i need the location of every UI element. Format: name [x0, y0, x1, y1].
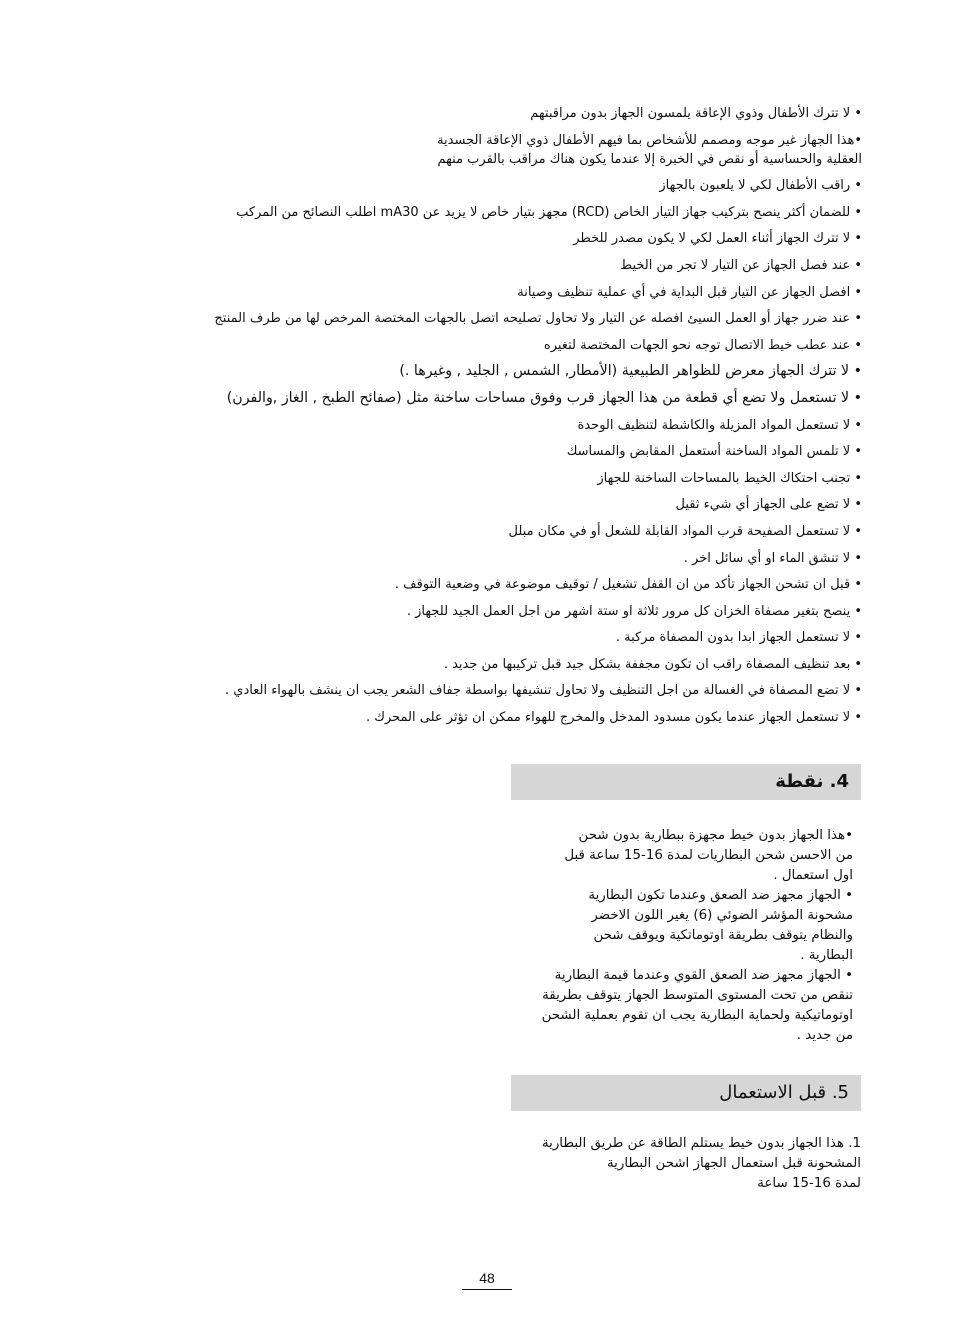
warning-item: • ينصح بتغير مصفاة الخزان كل مرور ثلاثة او ستة اشهر من اجل العمل الجيد للجهاز .: [406, 603, 862, 619]
warning-item: • لا تستعمل الجهاز عندما يكون مسدود المدخل والمخرج للهواء ممكن ان تؤثر على المحرك .: [365, 710, 862, 726]
page-number-underline: [462, 1289, 512, 1290]
warning-item: • قبل ان تشحن الجهاز تأكد من ان القفل تشغيل / توقيف موضوعة في وضعية التوقف .: [394, 577, 862, 593]
section-4-line: البطارية .: [800, 948, 853, 963]
section-4-heading: [511, 764, 861, 800]
section-5-line: لمدة 16-15 ساعة: [757, 1176, 861, 1191]
warning-item-continued: العقلية والحساسية أو نقص في الخبرة إلا عندما يكون هناك مراقب بالقرب منهم: [437, 151, 862, 167]
section-4-line: من الاحسن شحن البطاريات لمدة 16-15 ساعة قبل: [564, 848, 853, 863]
section-4-line: • الجهاز مجهز ضد الصعق القوي وعندما قيمة البطارية: [554, 968, 853, 983]
section-4-line: اوتوماتيكية ولحماية البطارية يجب ان تقوم بعملية الشحن: [541, 1008, 853, 1023]
warning-item: • لا تترك الجهاز معرض للظواهر الطبيعية (الأمطار, الشمس , الجليد , وغيرها .): [399, 363, 862, 380]
section-4-body: [520, 826, 853, 1046]
warning-item: • راقب الأطفال لكي لا يلعبون بالجهاز: [659, 178, 862, 194]
warning-item: • لا تستعمل ولا تضع أي قطعة من هذا الجهاز قرب وفوق مساحات ساخنة مثل (صفائح الطبخ , الغاز ,والفرن): [226, 389, 862, 406]
section-5-title: 5. قبل الاستعمال: [719, 1082, 849, 1103]
section-5-heading: [511, 1075, 861, 1111]
warning-item: • لا تضع المصفاة في الغسالة من اجل التنظيف ولا تحاول تنشيفها بواسطة جفاف الشعر يجب ان ينشف بالهواء العادي .: [225, 683, 862, 699]
warning-item: • افصل الجهاز عن التيار قبل البداية في أي عملية تنظيف وصيانة: [517, 284, 862, 300]
section-4-line: •هذا الجهاز بدون خيط مجهزة ببطارية بدون شحن: [578, 828, 853, 843]
warning-item: • لا تضع على الجهاز أي شيء ثقيل: [675, 497, 862, 513]
section-4-line: تنقص من تحت المستوى المتوسط الجهاز يتوقف بطريقة: [542, 988, 853, 1003]
page-number: 48: [479, 1270, 495, 1286]
warning-item: • عند ضرر جهاز أو العمل السيئ افصله عن التيار ولا تحاول تصليحه اتصل بالجهات المختصة المرخص لها من طرف المنتج: [214, 311, 862, 327]
warning-item: • عند عطب خيط الاتصال توجه نحو الجهات المختصة لتغيره: [543, 337, 862, 353]
section-4-title: 4. نقطة: [775, 771, 849, 792]
safety-warnings-list: [120, 104, 862, 735]
section-4-line: من جديد .: [796, 1028, 853, 1043]
section-5-line: 1. هذا الجهاز بدون خيط يستلم الطاقة عن طريق البطارية: [541, 1136, 861, 1151]
warning-item: •هذا الجهاز غير موجه ومصمم للأشخاص بما فيهم الأطفال ذوي الإعاقة الجسدية: [437, 132, 862, 148]
warning-item: • عند فصل الجهاز عن التيار لا تجر من الخيط: [620, 257, 862, 273]
warning-item: • للضمان أكثر ينصح بتركيب جهاز التيار الخاص (RCD) مجهز بتيار خاص لا يزيد عن mA30 اطلب النصائح من المركب: [236, 204, 862, 220]
warning-item: • لا تستعمل الجهاز ابدا بدون المصفاة مركبة .: [615, 630, 862, 646]
section-4-line: اول استعمال .: [773, 868, 853, 883]
section-5-body: [520, 1134, 861, 1194]
warning-item: • لا تترك الجهاز أثناء العمل لكي لا يكون مصدر للخطر: [573, 231, 862, 247]
section-4-line: • الجهاز مجهز ضد الصعق وعندما تكون البطارية: [588, 888, 853, 903]
warning-item: • بعد تنظيف المصفاة راقب ان تكون مجففة بشكل جيد قبل تركيبها من جديد .: [443, 656, 862, 672]
warning-item: • لا تنشق الماء او أي سائل اخر .: [683, 550, 862, 566]
section-4-line: والنظام يتوقف بطريقة اوتوماتكية ويوقف شحن: [593, 928, 853, 943]
section-5-line: المشحونة قبل استعمال الجهاز اشحن البطارية: [606, 1156, 861, 1171]
warning-item: • لا تلمس المواد الساخنة أستعمل المقابض والمساسك: [566, 444, 862, 460]
warning-item: • تجنب احتكاك الخيط بالمساحات الساخنة للجهاز: [597, 470, 862, 486]
section-4-line: مشحونة المؤشر الضوئي (6) يغير اللون الاخضر: [591, 908, 853, 923]
warning-item: • لا تترك الأطفال وذوي الإعاقة يلمسون الجهاز بدون مراقبتهم: [530, 106, 862, 121]
warning-item: • لا تستعمل الصفيحة قرب المواد القابلة للشعل أو في مكان مبلل: [508, 523, 862, 539]
warning-item: • لا تستعمل المواد المزيلة والكاشطة لتنظيف الوحدة: [577, 417, 862, 433]
